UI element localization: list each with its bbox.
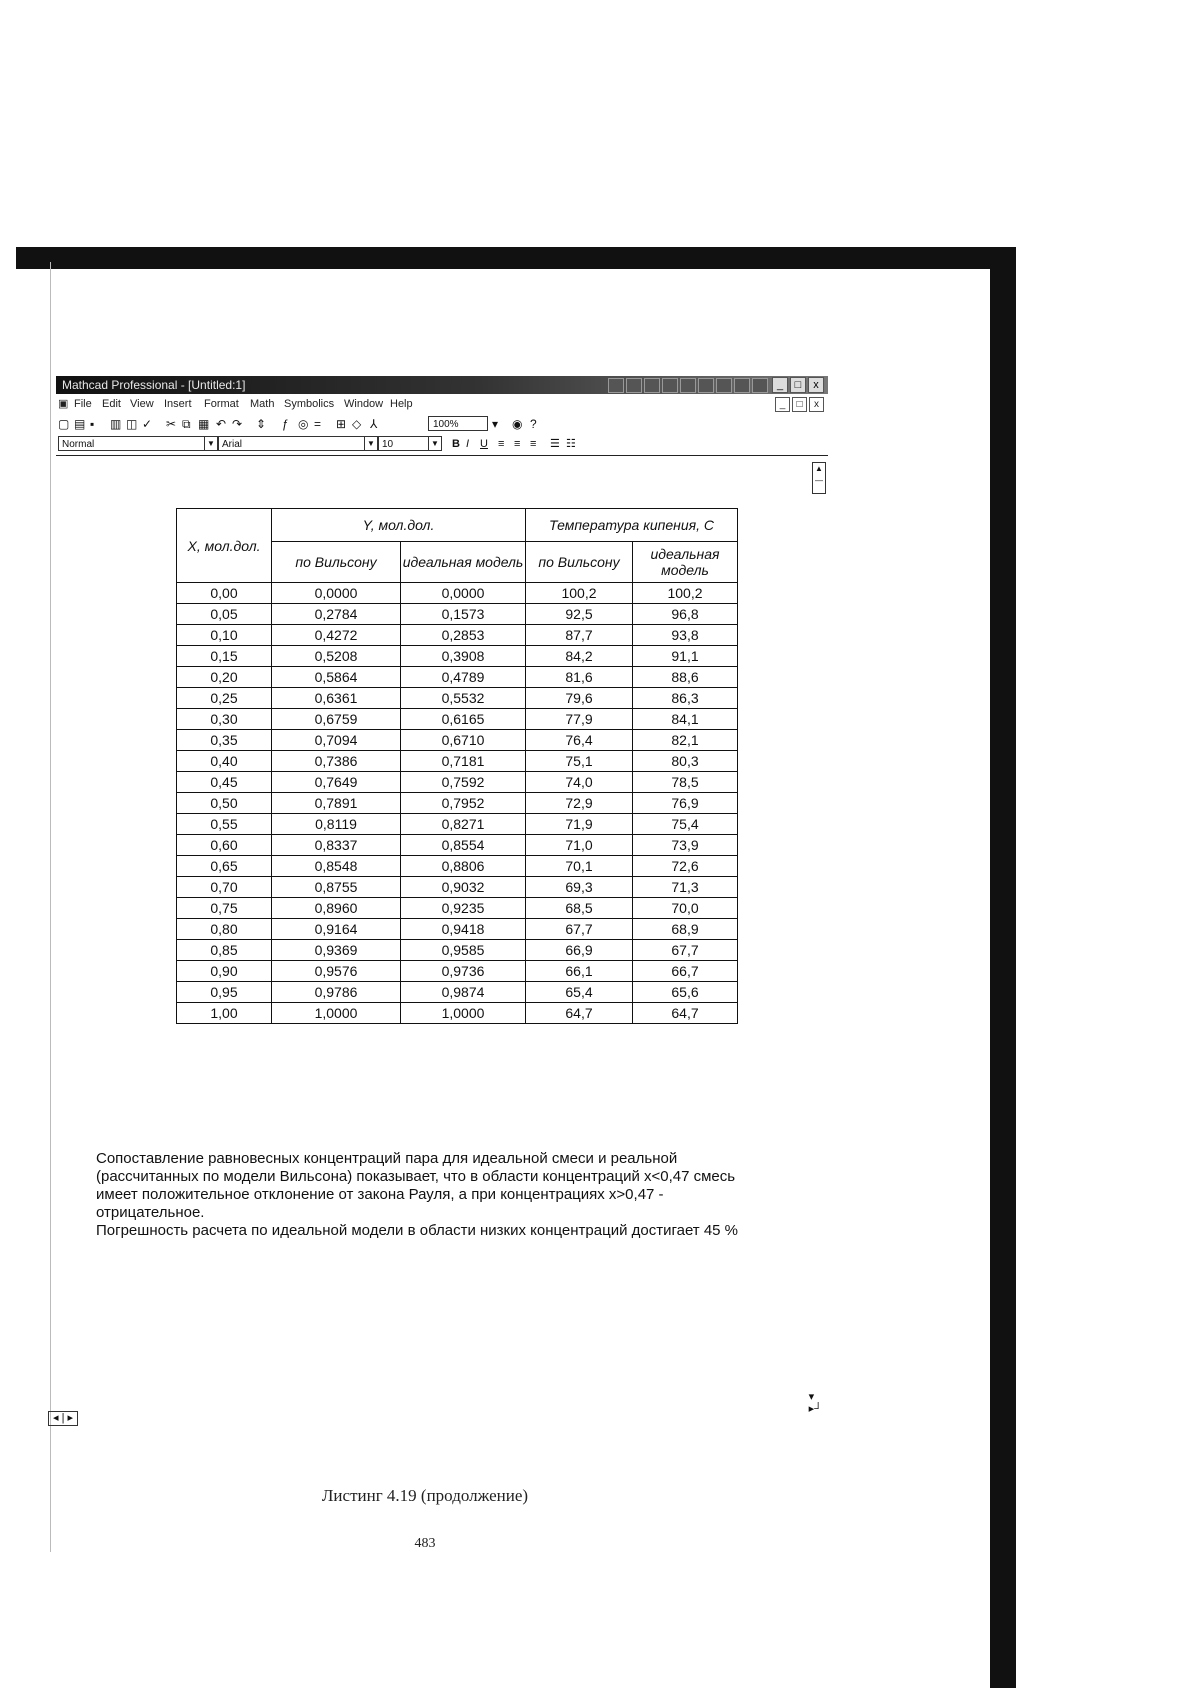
page-number: 483 [414, 1536, 436, 1551]
table-cell: 72,6 [633, 856, 738, 877]
table-row [177, 856, 738, 877]
table-cell: 100,2 [526, 583, 633, 604]
worksheet[interactable] [53, 455, 828, 1451]
scan-border-top [16, 247, 1016, 269]
conclusion-paragraph-1: Сопоставление равновесных концентраций пара для идеальной смеси и реальной (рассчитанных по модели Вильсона) показывает, что в области концентраций x<0,47 смесь имеет положительное отклонение от закона Рауля, а при концентрациях x>0,47 - отрицательное. [96, 1150, 736, 1221]
table-cell: 1,0000 [401, 1003, 526, 1024]
table-cell: 73,9 [633, 835, 738, 856]
menu-view[interactable]: View [130, 398, 154, 410]
table-cell: 0,05 [177, 604, 272, 625]
t-ideal-header: идеальная модель [633, 542, 738, 583]
resource-center-icon[interactable]: ◉ [512, 417, 523, 431]
table-cell: 0,6165 [401, 709, 526, 730]
taskbar-icons [608, 378, 768, 393]
table-cell: 0,0000 [272, 583, 401, 604]
italic-button[interactable]: I [466, 438, 470, 450]
align-icon[interactable]: ⇕ [256, 417, 267, 431]
table-cell: 0,00 [177, 583, 272, 604]
table-row [177, 940, 738, 961]
table-cell: 66,7 [633, 961, 738, 982]
table-row [177, 751, 738, 772]
doc-close-button[interactable]: x [809, 397, 824, 412]
conclusion-text [96, 1150, 756, 1240]
table-row [177, 772, 738, 793]
table-cell: 0,7094 [272, 730, 401, 751]
table-cell: 0,8337 [272, 835, 401, 856]
table-cell: 0,8960 [272, 898, 401, 919]
table-cell: 74,0 [526, 772, 633, 793]
table-cell: 70,0 [633, 898, 738, 919]
table-row [177, 667, 738, 688]
menu-help[interactable]: Help [390, 398, 413, 410]
table-row [177, 814, 738, 835]
table-cell: 0,6710 [401, 730, 526, 751]
table-cell: 0,9576 [272, 961, 401, 982]
table-cell: 75,4 [633, 814, 738, 835]
window-title: Mathcad Professional - [Untitled:1] [62, 378, 246, 392]
table-cell: 0,7649 [272, 772, 401, 793]
table-cell: 96,8 [633, 604, 738, 625]
table-cell: 0,7386 [272, 751, 401, 772]
new-icon[interactable]: ▢ [58, 417, 70, 431]
table-cell: 0,70 [177, 877, 272, 898]
spellcheck-icon[interactable]: ✓ [142, 417, 153, 431]
menu-window[interactable]: Window [344, 398, 384, 410]
table-cell: 64,7 [633, 1003, 738, 1024]
table-row [177, 646, 738, 667]
table-cell: 67,7 [526, 919, 633, 940]
table-cell: 0,9032 [401, 877, 526, 898]
table-cell: 0,9164 [272, 919, 401, 940]
table-cell: 0,65 [177, 856, 272, 877]
table-cell: 0,80 [177, 919, 272, 940]
table-cell: 0,9585 [401, 940, 526, 961]
align-right-icon[interactable]: ≡ [530, 438, 537, 450]
table-cell: 1,0000 [272, 1003, 401, 1024]
table-cell: 0,7592 [401, 772, 526, 793]
table-cell: 0,85 [177, 940, 272, 961]
resource-icon[interactable]: ◇ [352, 417, 362, 431]
table-cell: 1,00 [177, 1003, 272, 1024]
table-cell: 71,3 [633, 877, 738, 898]
table-row [177, 604, 738, 625]
table-cell: 0,95 [177, 982, 272, 1003]
listing-caption: Листинг 4.19 (продолжение) [321, 1486, 529, 1505]
table-cell: 81,6 [526, 667, 633, 688]
help-icon[interactable]: ? [530, 417, 537, 431]
menu-bar [56, 395, 828, 413]
table-cell: 0,25 [177, 688, 272, 709]
font-select[interactable]: Arial ▼ [218, 436, 378, 451]
save-icon[interactable]: ▪ [90, 417, 95, 431]
table-cell: 0,6361 [272, 688, 401, 709]
table-cell: 71,9 [526, 814, 633, 835]
table-cell: 84,1 [633, 709, 738, 730]
table-row [177, 793, 738, 814]
table-cell: 82,1 [633, 730, 738, 751]
style-select[interactable]: Normal ▼ [58, 436, 218, 451]
table-cell: 0,75 [177, 898, 272, 919]
table-cell: 76,9 [633, 793, 738, 814]
table-cell: 0,1573 [401, 604, 526, 625]
table-row [177, 898, 738, 919]
close-button[interactable]: x [808, 377, 824, 393]
table-cell: 0,8755 [272, 877, 401, 898]
table-cell: 0,9369 [272, 940, 401, 961]
table-cell: 0,5864 [272, 667, 401, 688]
align-center-icon[interactable]: ≡ [514, 438, 521, 450]
table-row [177, 583, 738, 604]
table-row [177, 709, 738, 730]
table-cell: 88,6 [633, 667, 738, 688]
zoom-dropdown-icon[interactable]: ▾ [492, 417, 499, 431]
preview-icon[interactable]: ◫ [126, 417, 138, 431]
table-cell: 0,9418 [401, 919, 526, 940]
table-cell: 72,9 [526, 793, 633, 814]
y-group-header: Y, мол.дол. [272, 509, 526, 542]
redo-icon[interactable]: ↷ [232, 417, 243, 431]
table-cell: 0,9874 [401, 982, 526, 1003]
table-cell: 0,2853 [401, 625, 526, 646]
table-cell: 84,2 [526, 646, 633, 667]
conclusion-paragraph-2: Погрешность расчета по идеальной модели в области низких концентраций достигает 45 % [96, 1222, 739, 1239]
table-cell: 65,4 [526, 982, 633, 1003]
table-cell: 75,1 [526, 751, 633, 772]
table-row [177, 877, 738, 898]
table-row [177, 688, 738, 709]
table-cell: 65,6 [633, 982, 738, 1003]
table-cell: 0,8548 [272, 856, 401, 877]
cut-icon[interactable]: ✂ [166, 417, 177, 431]
table-cell: 0,4272 [272, 625, 401, 646]
table-cell: 0,7952 [401, 793, 526, 814]
table-cell: 0,7181 [401, 751, 526, 772]
scroll-left-icon[interactable]: ◂ | ▸ [48, 1411, 78, 1426]
table-cell: 0,8119 [272, 814, 401, 835]
insert-function-icon[interactable]: ƒ [282, 417, 289, 431]
restore-button[interactable]: □ [790, 377, 806, 393]
table-cell: 0,40 [177, 751, 272, 772]
table-cell: 0,5532 [401, 688, 526, 709]
chevron-down-icon: ▼ [204, 437, 217, 450]
table-cell: 76,4 [526, 730, 633, 751]
table-cell: 68,9 [633, 919, 738, 940]
table-cell: 0,45 [177, 772, 272, 793]
doc-restore-button[interactable]: □ [792, 397, 807, 412]
menu-math[interactable]: Math [250, 398, 275, 410]
title-bar [56, 376, 828, 394]
chevron-down-icon: ▼ [428, 437, 441, 450]
table-cell: 0,6759 [272, 709, 401, 730]
table-row [177, 1003, 738, 1024]
table-cell: 79,6 [526, 688, 633, 709]
print-icon[interactable]: ▥ [110, 417, 122, 431]
table-cell: 0,35 [177, 730, 272, 751]
font-size-select[interactable]: 10 ▼ [378, 436, 442, 451]
formatting-toolbar [56, 435, 828, 453]
table-cell: 0,20 [177, 667, 272, 688]
vertical-scrollbar[interactable]: ▲ — [812, 462, 826, 494]
table-cell: 0,90 [177, 961, 272, 982]
table-cell: 66,9 [526, 940, 633, 961]
table-cell: 71,0 [526, 835, 633, 856]
table-cell: 0,8271 [401, 814, 526, 835]
table-cell: 77,9 [526, 709, 633, 730]
bullets-icon[interactable]: ☰ [550, 438, 560, 450]
table-cell: 0,4789 [401, 667, 526, 688]
table-cell: 0,0000 [401, 583, 526, 604]
table-cell: 0,2784 [272, 604, 401, 625]
table-cell: 100,2 [633, 583, 738, 604]
doc-minimize-button[interactable]: _ [775, 397, 790, 412]
table-row [177, 835, 738, 856]
table-cell: 80,3 [633, 751, 738, 772]
math-icon[interactable]: ⅄ [370, 417, 378, 431]
t-wilson-header: по Вильсону [526, 542, 633, 583]
table-cell: 0,5208 [272, 646, 401, 667]
scan-border-left [50, 262, 51, 1552]
table-cell: 0,9235 [401, 898, 526, 919]
table-row [177, 919, 738, 940]
table-cell: 0,8806 [401, 856, 526, 877]
scroll-corner-icon[interactable]: ▾ ▸┘ [808, 1391, 822, 1415]
align-left-icon[interactable]: ≡ [498, 438, 505, 450]
bold-button[interactable]: B [452, 438, 460, 450]
table-cell: 0,8554 [401, 835, 526, 856]
y-wilson-header: по Вильсону [272, 542, 401, 583]
table-cell: 0,10 [177, 625, 272, 646]
table-cell: 0,30 [177, 709, 272, 730]
table-cell: 87,7 [526, 625, 633, 646]
table-cell: 64,7 [526, 1003, 633, 1024]
table-cell: 68,5 [526, 898, 633, 919]
table-cell: 0,3908 [401, 646, 526, 667]
menu-symbolics[interactable]: Symbolics [284, 398, 335, 410]
doc-icon[interactable]: ▣ [58, 398, 69, 410]
copy-icon[interactable]: ⧉ [182, 417, 191, 431]
undo-icon[interactable]: ↶ [216, 417, 227, 431]
zoom-select[interactable]: 100% [428, 416, 488, 431]
scan-border-right [990, 260, 1016, 1688]
table-row [177, 961, 738, 982]
minimize-button[interactable]: _ [772, 377, 788, 393]
table-cell: 86,3 [633, 688, 738, 709]
underline-button[interactable]: U [480, 438, 488, 450]
component-icon[interactable]: ⊞ [336, 417, 347, 431]
table-cell: 0,9786 [272, 982, 401, 1003]
table-cell: 93,8 [633, 625, 738, 646]
table-row [177, 730, 738, 751]
insert-unit-icon[interactable]: ◎ [298, 417, 309, 431]
table-cell: 0,15 [177, 646, 272, 667]
table-cell: 0,7891 [272, 793, 401, 814]
table-cell: 66,1 [526, 961, 633, 982]
menu-format[interactable]: Format [204, 398, 239, 410]
open-icon[interactable]: ▤ [74, 417, 86, 431]
standard-toolbar [56, 414, 828, 434]
calculate-icon[interactable]: = [314, 417, 322, 431]
table-cell: 0,9736 [401, 961, 526, 982]
table-cell: 92,5 [526, 604, 633, 625]
results-table [176, 508, 738, 1024]
table-cell: 69,3 [526, 877, 633, 898]
menu-edit[interactable]: Edit [102, 398, 121, 410]
table-cell: 67,7 [633, 940, 738, 961]
y-ideal-header: идеальная модель [401, 542, 526, 583]
chevron-down-icon: ▼ [364, 437, 377, 450]
table-cell: 0,60 [177, 835, 272, 856]
table-cell: 91,1 [633, 646, 738, 667]
table-cell: 78,5 [633, 772, 738, 793]
temperature-group-header: Температура кипения, С [526, 509, 738, 542]
mathcad-window [53, 376, 828, 1450]
table-row [177, 625, 738, 646]
table-cell: 0,50 [177, 793, 272, 814]
paste-icon[interactable]: ▦ [198, 417, 210, 431]
table-cell: 70,1 [526, 856, 633, 877]
table-row [177, 982, 738, 1003]
x-column-header: X, мол.дол. [177, 509, 272, 583]
menu-insert[interactable]: Insert [164, 398, 192, 410]
numbering-icon[interactable]: ☷ [566, 438, 576, 450]
table-cell: 0,55 [177, 814, 272, 835]
menu-file[interactable]: File [74, 398, 92, 410]
